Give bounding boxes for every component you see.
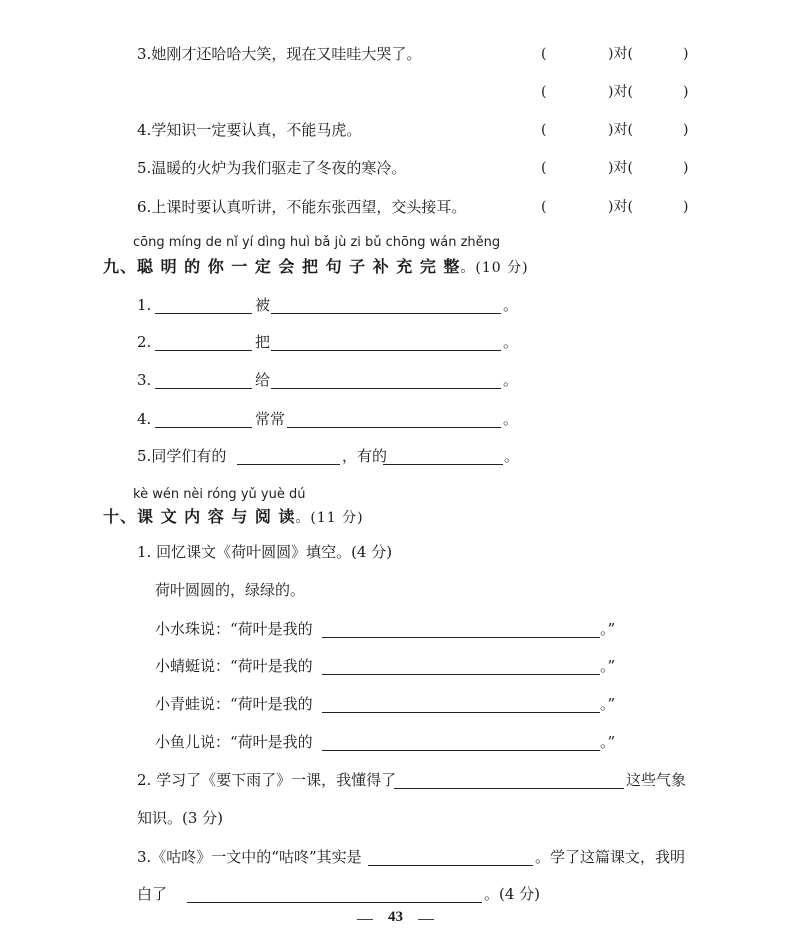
answer-pair[interactable]: ( )对( )	[541, 84, 689, 100]
answer-pair[interactable]: ( )对( )	[541, 122, 689, 138]
answer-pair[interactable]: ( )对( )	[541, 199, 689, 215]
blank-line[interactable]	[271, 350, 501, 351]
footer-dash-left	[357, 919, 373, 920]
blank-line[interactable]	[155, 427, 252, 428]
end-mark: 。	[503, 371, 519, 389]
fill-item-word: 被	[255, 296, 271, 314]
blank-line[interactable]	[237, 464, 340, 465]
fill-item-word: 常常	[255, 410, 286, 428]
blank-line[interactable]	[155, 388, 252, 389]
answer-pair[interactable]: ( )对( )	[541, 46, 689, 62]
fill-item-word: 把	[255, 333, 271, 351]
q1-line-speaker: 小蜻蜓说：“荷叶是我的	[155, 657, 313, 675]
blank-line[interactable]	[271, 388, 501, 389]
fill-item-word: 给	[255, 371, 271, 389]
blank-line[interactable]	[394, 788, 624, 789]
q1-line-speaker: 小鱼儿说：“荷叶是我的	[155, 733, 313, 751]
end-mark: 。	[503, 296, 519, 314]
fill-item-num: 1.	[137, 296, 152, 314]
section10-pinyin: kè wén nèi róng yǔ yuè dú	[133, 487, 306, 502]
judge-item-3: 3.她刚才还哈哈大笑，现在又哇哇大哭了。	[137, 45, 422, 63]
question-2-cont: 知识。(3 分)	[137, 809, 224, 827]
question-1: 1. 回忆课文《荷叶圆圆》填空。(4 分)	[137, 543, 393, 561]
judge-item-6: 6.上课时要认真听讲，不能东张西望，交头接耳。	[137, 198, 467, 216]
blank-line[interactable]	[322, 750, 600, 751]
blank-line[interactable]	[383, 464, 503, 465]
section9-title: 九、聪 明 的 你 一 定 会 把 句 子 补 充 完 整。(10 分)	[103, 257, 529, 276]
footer-dash-right	[418, 919, 434, 920]
fill-item-num: 4.	[137, 410, 152, 428]
blank-line[interactable]	[322, 637, 600, 638]
q1-intro: 荷叶圆圆的，绿绿的。	[155, 581, 306, 599]
blank-line[interactable]	[187, 902, 482, 903]
question-3-cont: 白了	[137, 885, 168, 903]
q1-line-speaker: 小青蛙说：“荷叶是我的	[155, 695, 313, 713]
fill-item-num: 2.	[137, 333, 152, 351]
answer-pair[interactable]: ( )对( )	[541, 160, 689, 176]
blank-line[interactable]	[155, 313, 252, 314]
question-2: 2. 学习了《要下雨了》一课，我懂得了	[137, 771, 397, 789]
fill-item-5: 5.同学们有的	[137, 447, 227, 465]
blank-line[interactable]	[322, 712, 600, 713]
blank-line[interactable]	[271, 313, 501, 314]
q1-line-speaker: 小水珠说：“荷叶是我的	[155, 620, 313, 638]
end-mark: 。	[503, 333, 519, 351]
page-number: 43	[388, 909, 403, 925]
section9-pinyin: cōng míng de nǐ yí dìng huì bǎ jù zi bǔ chōng wán zhěng	[133, 235, 501, 250]
question-3: 3.《咕咚》一文中的“咕咚”其实是	[137, 848, 362, 866]
end-mark: 。	[503, 410, 519, 428]
judge-item-4: 4.学知识一定要认真，不能马虎。	[137, 121, 362, 139]
fill-item-num: 3.	[137, 371, 152, 389]
blank-line[interactable]	[368, 865, 533, 866]
section10-title: 十、课 文 内 容 与 阅 读。(11 分)	[103, 507, 364, 526]
judge-item-5: 5.温暖的火炉为我们驱走了冬夜的寒冷。	[137, 159, 407, 177]
blank-line[interactable]	[322, 674, 600, 675]
blank-line[interactable]	[155, 350, 252, 351]
blank-line[interactable]	[287, 427, 501, 428]
